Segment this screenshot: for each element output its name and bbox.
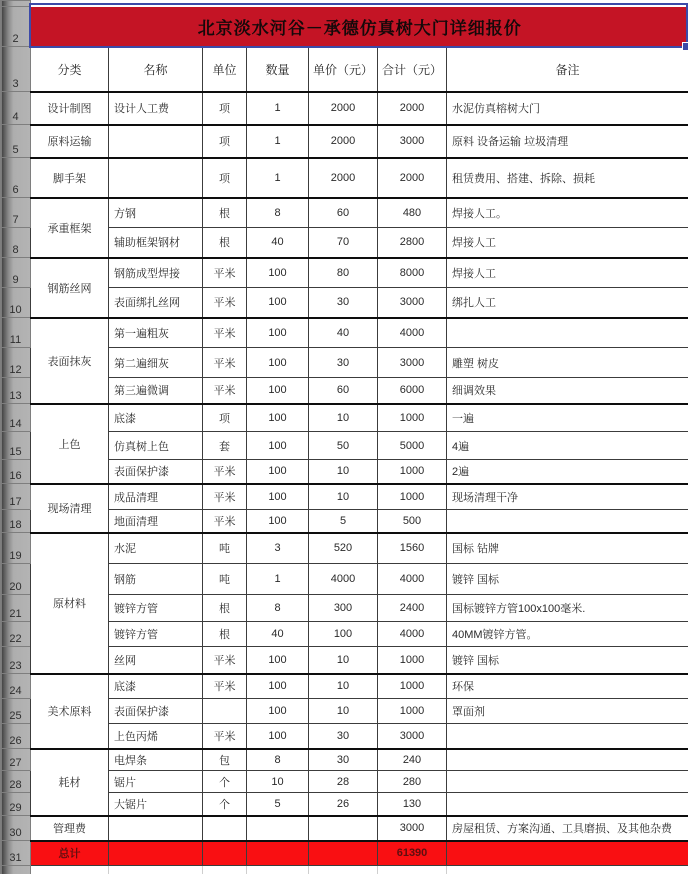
cell-name[interactable]: 水泥 <box>109 533 203 564</box>
cell-note[interactable]: 焊接人工 <box>447 258 688 288</box>
cell-total[interactable]: 130 <box>378 793 447 816</box>
cell-total[interactable]: 2400 <box>378 595 447 622</box>
table-row <box>1 404 688 432</box>
row-header-4[interactable]: 4 <box>1 92 31 125</box>
cell-total[interactable]: 280 <box>378 771 447 793</box>
cell-price[interactable]: 50 <box>309 432 378 460</box>
cell-qty[interactable]: 100 <box>247 258 309 288</box>
cell-qty[interactable]: 100 <box>247 348 309 378</box>
cell-qty[interactable]: 8 <box>247 198 309 228</box>
cell-note[interactable]: 罩面剂 <box>447 699 688 724</box>
cell-qty[interactable]: 5 <box>247 793 309 816</box>
cell-note[interactable]: 环保 <box>447 674 688 699</box>
cell-total[interactable]: 1000 <box>378 699 447 724</box>
cell-name[interactable]: 第二遍细灰 <box>109 348 203 378</box>
cell-unit[interactable]: 平米 <box>203 258 247 288</box>
cell-price[interactable]: 2000 <box>309 125 378 158</box>
row-header-29[interactable]: 29 <box>1 793 31 816</box>
cell-name[interactable]: 镀锌方管 <box>109 595 203 622</box>
cell-note[interactable]: 现场清理干净 <box>447 484 688 510</box>
cell-name[interactable]: 仿真树上色 <box>109 432 203 460</box>
row-header-28[interactable]: 28 <box>1 771 31 793</box>
cell-total[interactable]: 1000 <box>378 404 447 432</box>
cell-note[interactable]: 细调效果 <box>447 378 688 404</box>
table-row <box>1 816 688 841</box>
cell-unit[interactable]: 吨 <box>203 564 247 595</box>
cell-unit[interactable]: 项 <box>203 125 247 158</box>
empty-cell[interactable] <box>203 866 247 874</box>
cell-qty[interactable]: 100 <box>247 647 309 674</box>
cell-name[interactable]: 大锯片 <box>109 793 203 816</box>
cell-total[interactable]: 3000 <box>378 288 447 318</box>
cell-qty[interactable]: 100 <box>247 484 309 510</box>
cell-total[interactable]: 4000 <box>378 564 447 595</box>
cell-total[interactable]: 1000 <box>378 674 447 699</box>
cell-total[interactable]: 1000 <box>378 484 447 510</box>
cell-total[interactable]: 1560 <box>378 533 447 564</box>
cell-note[interactable]: 2遍 <box>447 460 688 484</box>
cell-name[interactable]: 电焊条 <box>109 749 203 771</box>
cell-note[interactable]: 焊接人工。 <box>447 198 688 228</box>
cell-note[interactable] <box>447 841 688 866</box>
cell-note[interactable] <box>447 749 688 771</box>
cell-qty[interactable]: 100 <box>247 404 309 432</box>
cell-qty[interactable]: 8 <box>247 749 309 771</box>
cell-unit[interactable]: 平米 <box>203 288 247 318</box>
cell-note[interactable]: 租赁费用、搭建、拆除、损耗 <box>447 158 688 198</box>
cell-qty[interactable]: 40 <box>247 622 309 647</box>
row-header-6[interactable]: 6 <box>1 158 31 198</box>
cell-note[interactable]: 一遍 <box>447 404 688 432</box>
cell-unit[interactable]: 包 <box>203 749 247 771</box>
cell-price[interactable]: 30 <box>309 749 378 771</box>
cell-unit[interactable]: 平米 <box>203 647 247 674</box>
empty-cell[interactable] <box>378 866 447 874</box>
cell-note[interactable] <box>447 318 688 348</box>
cell-total[interactable]: 61390 <box>378 841 447 866</box>
cell-unit[interactable]: 项 <box>203 158 247 198</box>
cell-category[interactable]: 总计 <box>31 841 109 866</box>
cell-qty[interactable]: 100 <box>247 724 309 749</box>
cell-name[interactable]: 表面绑扎丝网 <box>109 288 203 318</box>
cell-total[interactable]: 480 <box>378 198 447 228</box>
cell-note[interactable]: 镀锌 国标 <box>447 647 688 674</box>
column-header-category[interactable]: 分类 <box>31 47 109 92</box>
column-header-price[interactable]: 单价（元） <box>309 47 378 92</box>
cell-category[interactable]: 耗材 <box>31 749 109 816</box>
cell-price[interactable]: 10 <box>309 404 378 432</box>
row-header-23[interactable]: 23 <box>1 647 31 674</box>
cell-qty[interactable]: 100 <box>247 318 309 348</box>
cell-total[interactable]: 3000 <box>378 816 447 841</box>
cell-total[interactable]: 5000 <box>378 432 447 460</box>
cell-unit[interactable]: 根 <box>203 228 247 258</box>
cell-category[interactable]: 原材料 <box>31 533 109 674</box>
cell-price[interactable] <box>309 841 378 866</box>
cell-qty[interactable]: 100 <box>247 674 309 699</box>
cell-category[interactable]: 设计制图 <box>31 92 109 125</box>
column-header-note[interactable]: 备注 <box>447 47 688 92</box>
cell-qty[interactable]: 100 <box>247 510 309 533</box>
cell-unit[interactable]: 套 <box>203 432 247 460</box>
cell-name[interactable]: 底漆 <box>109 404 203 432</box>
cell-unit[interactable]: 根 <box>203 198 247 228</box>
table-row-empty <box>1 866 688 874</box>
row-header-2[interactable]: 2 <box>1 7 31 47</box>
table-row <box>1 258 688 288</box>
cell-total[interactable]: 3000 <box>378 724 447 749</box>
table-row <box>1 125 688 158</box>
cell-price[interactable]: 28 <box>309 771 378 793</box>
cell-price[interactable]: 26 <box>309 793 378 816</box>
cell-total[interactable]: 3000 <box>378 348 447 378</box>
cell-price[interactable]: 80 <box>309 258 378 288</box>
row-header-25[interactable]: 25 <box>1 699 31 724</box>
cell-qty[interactable]: 1 <box>247 564 309 595</box>
cell-note[interactable]: 焊接人工 <box>447 228 688 258</box>
table-row <box>1 533 688 564</box>
cell-name[interactable]: 方钢 <box>109 198 203 228</box>
cell-name[interactable]: 底漆 <box>109 674 203 699</box>
cell-name[interactable]: 表面保护漆 <box>109 699 203 724</box>
row-header-15[interactable]: 15 <box>1 432 31 460</box>
cell-price[interactable]: 520 <box>309 533 378 564</box>
cell-total[interactable]: 6000 <box>378 378 447 404</box>
row-header-30[interactable]: 30 <box>1 816 31 841</box>
row-header-11[interactable]: 11 <box>1 318 31 348</box>
cell-price[interactable] <box>309 816 378 841</box>
row-header-21[interactable]: 21 <box>1 595 31 622</box>
row-header-9[interactable]: 9 <box>1 258 31 288</box>
cell-qty[interactable]: 100 <box>247 460 309 484</box>
cell-name[interactable] <box>109 841 203 866</box>
cell-qty[interactable]: 100 <box>247 432 309 460</box>
empty-cell[interactable] <box>247 866 309 874</box>
cell-unit[interactable]: 个 <box>203 771 247 793</box>
cell-note[interactable]: 雕塑 树皮 <box>447 348 688 378</box>
cell-qty[interactable]: 1 <box>247 92 309 125</box>
cell-total[interactable]: 2000 <box>378 92 447 125</box>
table-row <box>1 318 688 348</box>
cell-note[interactable]: 国标镀锌方管100x100毫米. <box>447 595 688 622</box>
row-header-14[interactable]: 14 <box>1 404 31 432</box>
empty-cell[interactable] <box>109 866 203 874</box>
row-header-10[interactable]: 10 <box>1 288 31 318</box>
cell-price[interactable]: 60 <box>309 378 378 404</box>
cell-unit[interactable]: 个 <box>203 793 247 816</box>
cell-unit[interactable]: 平米 <box>203 318 247 348</box>
cell-total[interactable]: 2800 <box>378 228 447 258</box>
cell-total[interactable]: 3000 <box>378 125 447 158</box>
cell-qty[interactable]: 8 <box>247 595 309 622</box>
cell-name[interactable]: 设计人工费 <box>109 92 203 125</box>
cell-qty[interactable] <box>247 816 309 841</box>
cell-price[interactable]: 100 <box>309 622 378 647</box>
row-header-24[interactable]: 24 <box>1 674 31 699</box>
cell-price[interactable]: 300 <box>309 595 378 622</box>
cell-unit[interactable]: 项 <box>203 404 247 432</box>
column-header-total[interactable]: 合计（元） <box>378 47 447 92</box>
cell-qty[interactable]: 1 <box>247 125 309 158</box>
cell-category[interactable]: 表面抹灰 <box>31 318 109 404</box>
cell-price[interactable]: 2000 <box>309 158 378 198</box>
cell-qty[interactable]: 100 <box>247 699 309 724</box>
cell-price[interactable]: 30 <box>309 348 378 378</box>
cell-qty[interactable]: 100 <box>247 378 309 404</box>
cell-price[interactable]: 10 <box>309 647 378 674</box>
cell-note[interactable] <box>447 724 688 749</box>
table-row <box>1 198 688 228</box>
row-header-7[interactable]: 7 <box>1 198 31 228</box>
table-row <box>1 674 688 699</box>
cell-total[interactable]: 2000 <box>378 158 447 198</box>
cell-price[interactable]: 10 <box>309 699 378 724</box>
cell-unit[interactable]: 平米 <box>203 460 247 484</box>
row-header-5[interactable]: 5 <box>1 125 31 158</box>
cell-note[interactable]: 40MM镀锌方管。 <box>447 622 688 647</box>
cell-price[interactable]: 5 <box>309 510 378 533</box>
table-row <box>1 749 688 771</box>
cell-category[interactable]: 现场清理 <box>31 484 109 533</box>
cell-unit[interactable]: 根 <box>203 622 247 647</box>
cell-total[interactable]: 1000 <box>378 647 447 674</box>
table-row <box>1 92 688 125</box>
cell-name[interactable]: 锯片 <box>109 771 203 793</box>
cell-qty[interactable]: 10 <box>247 771 309 793</box>
cell-name[interactable]: 镀锌方管 <box>109 622 203 647</box>
cell-note[interactable] <box>447 771 688 793</box>
cell-total[interactable]: 1000 <box>378 460 447 484</box>
row-header-19[interactable]: 19 <box>1 533 31 564</box>
cell-name[interactable]: 丝网 <box>109 647 203 674</box>
column-header-qty[interactable]: 数量 <box>247 47 309 92</box>
cell-unit[interactable] <box>203 816 247 841</box>
cell-name[interactable]: 辅助框架钢材 <box>109 228 203 258</box>
cell-price[interactable]: 10 <box>309 674 378 699</box>
row-header-31[interactable]: 31 <box>1 841 31 866</box>
empty-cell[interactable] <box>31 866 109 874</box>
cell-unit[interactable]: 根 <box>203 595 247 622</box>
cell-price[interactable]: 30 <box>309 288 378 318</box>
column-header-name[interactable]: 名称 <box>109 47 203 92</box>
cell-note[interactable]: 镀锌 国标 <box>447 564 688 595</box>
cell-category[interactable]: 原料运输 <box>31 125 109 158</box>
cell-price[interactable]: 30 <box>309 724 378 749</box>
cell-name[interactable] <box>109 816 203 841</box>
cell-qty[interactable] <box>247 841 309 866</box>
cell-name[interactable]: 成品清理 <box>109 484 203 510</box>
cell-note[interactable]: 房屋租赁、方案沟通、工具磨损、及其他杂费 <box>447 816 688 841</box>
cell-price[interactable]: 60 <box>309 198 378 228</box>
cell-category[interactable]: 上色 <box>31 404 109 484</box>
cell-category[interactable]: 钢筋丝网 <box>31 258 109 318</box>
cell-price[interactable]: 10 <box>309 460 378 484</box>
cell-name[interactable]: 地面清理 <box>109 510 203 533</box>
cell-note[interactable]: 绑扎人工 <box>447 288 688 318</box>
column-header-row <box>1 47 688 92</box>
cell-name[interactable]: 上色丙烯 <box>109 724 203 749</box>
cell-total[interactable]: 500 <box>378 510 447 533</box>
cell-total[interactable]: 8000 <box>378 258 447 288</box>
cell-qty[interactable]: 3 <box>247 533 309 564</box>
cell-unit[interactable]: 平米 <box>203 674 247 699</box>
cell-note[interactable]: 国标 钻牌 <box>447 533 688 564</box>
cell-name[interactable]: 钢筋 <box>109 564 203 595</box>
empty-cell[interactable] <box>447 866 688 874</box>
cell-price[interactable]: 70 <box>309 228 378 258</box>
cell-name[interactable]: 第三遍微调 <box>109 378 203 404</box>
row-header-3[interactable]: 3 <box>1 47 31 92</box>
cell-total[interactable]: 4000 <box>378 622 447 647</box>
row-header-20[interactable]: 20 <box>1 564 31 595</box>
row-header-27[interactable]: 27 <box>1 749 31 771</box>
cell-category[interactable]: 脚手架 <box>31 158 109 198</box>
cell-unit[interactable]: 平米 <box>203 484 247 510</box>
cell-price[interactable]: 2000 <box>309 92 378 125</box>
cell-unit[interactable] <box>203 699 247 724</box>
table-row <box>1 158 688 198</box>
table-row <box>1 484 688 510</box>
cell-name[interactable]: 钢筋成型焊接 <box>109 258 203 288</box>
title-cell[interactable]: 北京淡水河谷－承德仿真树大门详细报价 <box>31 7 688 47</box>
cell-name[interactable] <box>109 158 203 198</box>
row-header-12[interactable]: 12 <box>1 348 31 378</box>
row-header-18[interactable]: 18 <box>1 510 31 533</box>
cell-unit[interactable]: 平米 <box>203 348 247 378</box>
cell-price[interactable]: 10 <box>309 484 378 510</box>
cell-note[interactable]: 水泥仿真榕树大门 <box>447 92 688 125</box>
cell-note[interactable]: 原料 设备运输 垃圾清理 <box>447 125 688 158</box>
cell-unit[interactable]: 吨 <box>203 533 247 564</box>
title-row <box>1 7 688 47</box>
cell-qty[interactable]: 40 <box>247 228 309 258</box>
cell-category[interactable]: 承重框架 <box>31 198 109 258</box>
row-header-17[interactable]: 17 <box>1 484 31 510</box>
cell-name[interactable]: 表面保护漆 <box>109 460 203 484</box>
row-header-22[interactable]: 22 <box>1 622 31 647</box>
cell-total[interactable]: 240 <box>378 749 447 771</box>
row-header-13[interactable]: 13 <box>1 378 31 404</box>
row-header-32[interactable] <box>1 866 31 874</box>
cell-note[interactable]: 4遍 <box>447 432 688 460</box>
cell-qty[interactable]: 1 <box>247 158 309 198</box>
cell-unit[interactable]: 平米 <box>203 510 247 533</box>
cell-category[interactable]: 管理费 <box>31 816 109 841</box>
empty-cell[interactable] <box>309 866 378 874</box>
cell-total[interactable]: 4000 <box>378 318 447 348</box>
cell-note[interactable] <box>447 510 688 533</box>
fill-handle[interactable] <box>682 42 688 51</box>
cell-price[interactable]: 4000 <box>309 564 378 595</box>
row-header-26[interactable]: 26 <box>1 724 31 749</box>
cell-note[interactable] <box>447 793 688 816</box>
grand-total-row <box>1 841 688 866</box>
row-header-16[interactable]: 16 <box>1 460 31 484</box>
column-header-unit[interactable]: 单位 <box>203 47 247 92</box>
cell-unit[interactable]: 项 <box>203 92 247 125</box>
cell-unit[interactable]: 平米 <box>203 378 247 404</box>
cell-unit[interactable]: 平米 <box>203 724 247 749</box>
cell-name[interactable] <box>109 125 203 158</box>
row-header-8[interactable]: 8 <box>1 228 31 258</box>
cell-unit[interactable] <box>203 841 247 866</box>
cell-price[interactable]: 40 <box>309 318 378 348</box>
cell-name[interactable]: 第一遍粗灰 <box>109 318 203 348</box>
cell-qty[interactable]: 100 <box>247 288 309 318</box>
cell-category[interactable]: 美术原料 <box>31 674 109 749</box>
